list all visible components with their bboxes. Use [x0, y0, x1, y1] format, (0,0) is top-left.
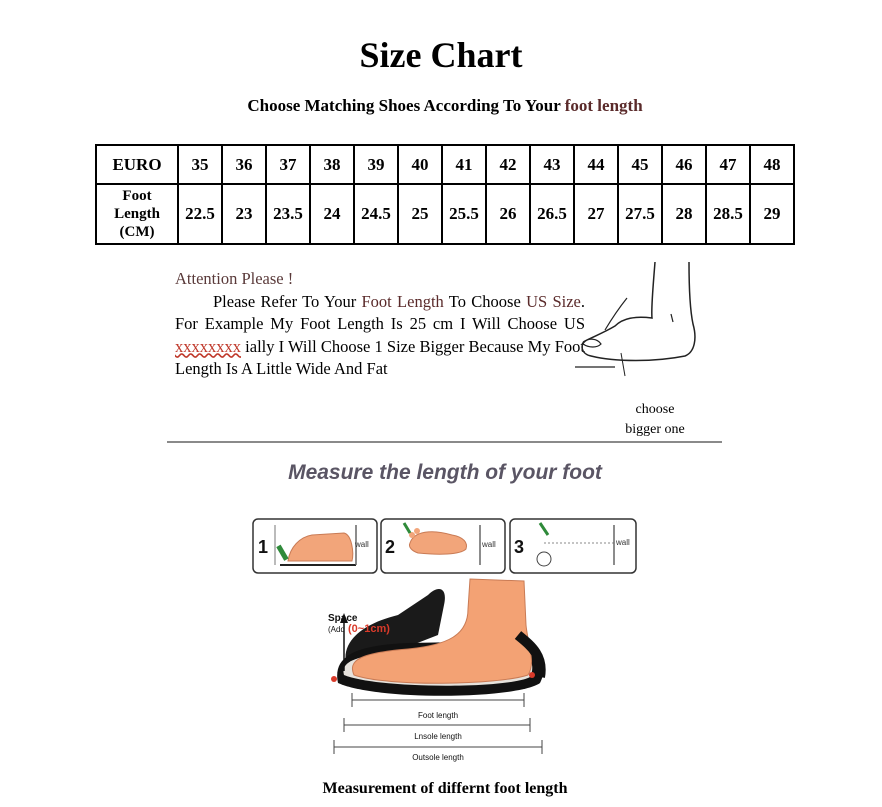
label-line: Length [114, 206, 160, 222]
euro-cell: 41 [442, 145, 486, 184]
euro-cell: 47 [706, 145, 750, 184]
length-cell: 25.5 [442, 184, 486, 244]
euro-cell: 38 [310, 145, 354, 184]
euro-cell: 40 [398, 145, 442, 184]
step-number: 1 [258, 537, 269, 557]
euro-cell: 43 [530, 145, 574, 184]
attention-note [175, 268, 585, 381]
foot-length-label: Foot length [417, 711, 459, 720]
foot-sketch-icon [575, 258, 705, 398]
wall-label: wall [616, 538, 630, 547]
euro-cell: 45 [618, 145, 662, 184]
shoe-measurement-diagram [318, 575, 558, 770]
attention-redacted: xxxxxxxx [175, 336, 241, 356]
length-cell: 25 [398, 184, 442, 244]
euro-cell: 37 [266, 145, 310, 184]
outsole-length-label: Outsole length [412, 753, 464, 762]
size-chart-table [95, 144, 795, 245]
attention-text: Please Refer To Your [213, 291, 362, 311]
euro-cell: 48 [750, 145, 794, 184]
add-range: (0~1cm) [348, 623, 390, 635]
section-divider [167, 441, 722, 443]
euro-cell: 44 [574, 145, 618, 184]
euro-cell: 39 [354, 145, 398, 184]
foot-length-row [96, 184, 794, 244]
attention-text: . For Example My Foot Length Is 25 cm I Will Choose US [175, 291, 585, 333]
length-cell: 27 [574, 184, 618, 244]
step-3-panel [510, 519, 636, 573]
note-line: bigger one [625, 422, 685, 437]
euro-cell: 35 [178, 145, 222, 184]
length-cell: 28.5 [706, 184, 750, 244]
attention-highlight: US Size [526, 291, 581, 311]
foot-length-label [96, 184, 178, 244]
euro-label: EURO [96, 145, 178, 184]
wall-label: wall [355, 540, 369, 549]
measure-title: Measure the length of your foot [288, 461, 602, 484]
attention-heading: Attention Please ! [175, 269, 294, 288]
subtitle-highlight: foot length [564, 96, 643, 115]
attention-text: ially I Will Choose 1 Size Bigger Because My Foot Length Is A Little Wide And Fat [175, 336, 585, 378]
page-title: Size Chart [359, 35, 523, 75]
step-number: 3 [514, 537, 525, 557]
measure-steps [252, 517, 642, 577]
euro-row [96, 145, 794, 184]
length-cell: 26 [486, 184, 530, 244]
note-line: choose [635, 402, 675, 417]
length-cell: 26.5 [530, 184, 574, 244]
length-cell: 23 [222, 184, 266, 244]
length-cell: 29 [750, 184, 794, 244]
subtitle [0, 96, 882, 116]
add-prefix: (Add [328, 625, 345, 634]
length-cell: 24 [310, 184, 354, 244]
bottom-caption: Measurement of differnt foot length [322, 780, 568, 797]
wall-label: wall [482, 540, 496, 549]
euro-cell: 42 [486, 145, 530, 184]
step-number: 2 [385, 537, 396, 557]
step-2-panel [381, 519, 505, 573]
length-cell: 23.5 [266, 184, 310, 244]
attention-highlight: Foot Length [361, 291, 444, 311]
insole-length-label: Lnsole length [414, 732, 462, 741]
euro-cell: 46 [662, 145, 706, 184]
attention-text: To Choose [443, 291, 527, 311]
label-line: Foot [122, 188, 152, 204]
length-cell: 22.5 [178, 184, 222, 244]
length-cell: 27.5 [618, 184, 662, 244]
euro-cell: 36 [222, 145, 266, 184]
length-cell: 24.5 [354, 184, 398, 244]
subtitle-prefix: Choose Matching Shoes According To Your [247, 96, 565, 115]
attention-body [175, 291, 585, 381]
choose-bigger-note [610, 400, 700, 440]
space-label: Space [328, 613, 358, 624]
label-line: (CM) [119, 224, 155, 240]
length-cell: 28 [662, 184, 706, 244]
step-1-panel [253, 519, 377, 573]
